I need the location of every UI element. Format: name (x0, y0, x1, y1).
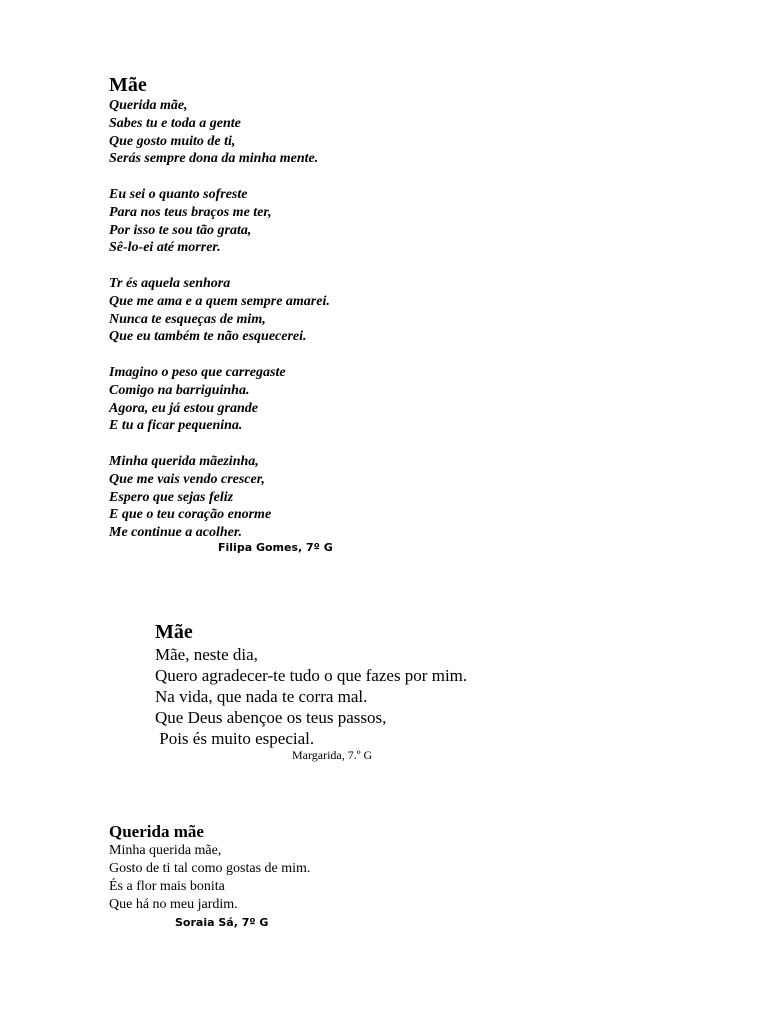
poem-3-title: Querida mãe (109, 822, 204, 841)
poem-line: Tr és aquela senhora (109, 275, 231, 291)
poem-1-stanza-3 (109, 275, 330, 346)
poem-line: Sê-lo-ei até morrer. (109, 240, 221, 256)
poem-line: Me continue a acolher. (109, 525, 243, 541)
poem-line: Que há no meu jardim. (109, 897, 238, 912)
poem-line: Minha querida mãe, (109, 843, 222, 858)
poem-1-credit: Filipa Gomes, 7º G (218, 541, 333, 554)
poem-1-stanza-2 (109, 186, 330, 257)
poem-line: Gosto de ti tal como gostas de mim. (109, 861, 311, 876)
poem-line: Minha querida mãezinha, (109, 453, 259, 469)
poem-3 (109, 821, 310, 914)
poem-2-title: Mãe (155, 621, 193, 643)
poem-1-stanza-1 (109, 97, 330, 168)
poem-2-credit: Margarida, 7.º G (292, 748, 373, 762)
poem-3-credit: Soraia Sá, 7º G (175, 916, 269, 929)
poem-line: Espero que sejas feliz (109, 489, 234, 505)
poem-line: Nunca te esqueças de mim, (109, 311, 266, 327)
poem-line: Imagino o peso que carregaste (109, 364, 286, 380)
poem-line: Eu sei o quanto sofreste (109, 186, 248, 202)
poem-line: Comigo na barriguinha. (109, 382, 250, 398)
poem-1-title: Mãe (109, 74, 147, 96)
poem-line: Pois és muito especial. (155, 729, 315, 748)
poem-1-stanza-5 (109, 453, 330, 542)
poem-line: És a flor mais bonita (109, 879, 225, 894)
poem-2 (155, 620, 467, 749)
poem-line: Que me ama e a quem sempre amarei. (109, 293, 330, 309)
poem-line: E tu a ficar pequenina. (109, 418, 243, 434)
poem-line: Para nos teus braços me ter, (109, 204, 272, 220)
poem-line: Que me vais vendo crescer, (109, 471, 265, 487)
poem-1 (109, 74, 330, 542)
poem-line: E que o teu coração enorme (109, 507, 272, 523)
poem-line: Quero agradecer-te tudo o que fazes por mim. (155, 666, 468, 685)
poem-line: Por isso te sou tão grata, (109, 222, 252, 238)
poem-line: Mãe, neste dia, (155, 645, 258, 664)
poem-line: Sabes tu e toda a gente (109, 115, 241, 131)
poem-line: Que eu também te não esquecerei. (109, 329, 307, 345)
poem-line: Que Deus abençoe os teus passos, (155, 708, 387, 727)
poem-line: Que gosto muito de ti, (109, 133, 236, 149)
poem-line: Querida mãe, (109, 98, 188, 113)
poem-line: Na vida, que nada te corra mal. (155, 687, 368, 706)
poem-line: Serás sempre dona da minha mente. (109, 151, 319, 167)
poem-1-stanza-4 (109, 364, 330, 435)
poem-line: Agora, eu já estou grande (109, 400, 258, 416)
